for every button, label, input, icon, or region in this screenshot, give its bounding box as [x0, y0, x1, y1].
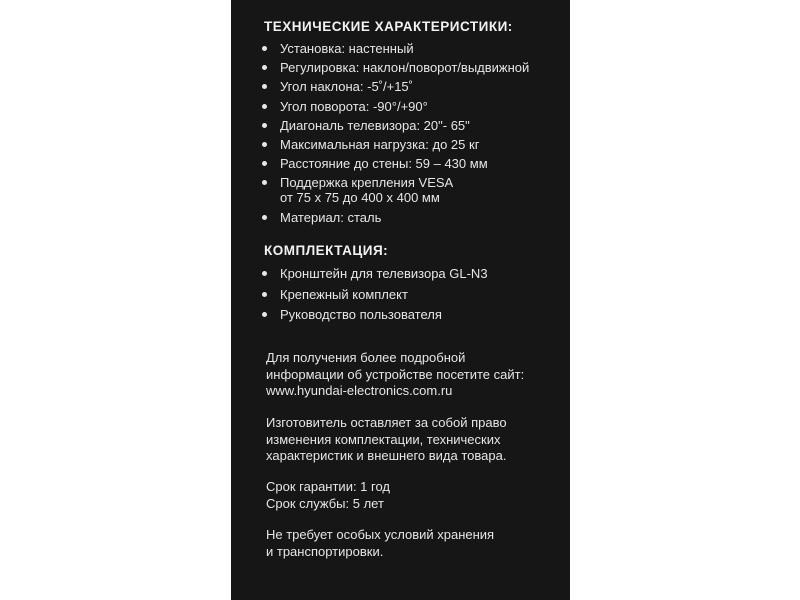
spec-item-swivel: Угол поворота: -90°/+90° — [260, 99, 529, 114]
website-link: www.hyundai-electronics.com.ru — [266, 383, 453, 398]
manufacturer-line-1: Изготовитель оставляет за собой право — [266, 415, 507, 430]
spec-item-mounting: Установка: настенный — [260, 41, 529, 56]
spec-item-material: Материал: сталь — [260, 210, 529, 225]
kit-item-hardware: Крепежный комплект — [260, 287, 488, 302]
manufacturer-line-3: характеристик и внешнего вида товара. — [266, 448, 507, 463]
spec-item-vesa-line-2: от 75 x 75 до 400 x 400 мм — [280, 190, 440, 206]
spec-item-max-load: Максимальная нагрузка: до 25 кг — [260, 137, 529, 152]
spec-item-adjustment: Регулировка: наклон/поворот/выдвижной — [260, 60, 529, 75]
service-life: Срок службы: 5 лет — [266, 495, 384, 511]
kit-list — [260, 266, 488, 322]
terms-paragraph — [266, 479, 390, 512]
spec-item-diagonal: Диагональ телевизора: 20"- 65" — [260, 118, 529, 133]
specs-list — [260, 41, 529, 225]
kit-item-bracket: Кронштейн для телевизора GL-N3 — [260, 266, 488, 281]
info-line-2: информации об устройстве посетите сайт: — [266, 366, 525, 382]
info-line-1: Для получения более подробной — [266, 350, 466, 365]
warranty-term: Срок гарантии: 1 год — [266, 479, 391, 494]
manufacturer-line-2: изменения комплектации, технических — [266, 431, 501, 447]
info-paragraph — [266, 350, 524, 400]
kit-heading: КОМПЛЕКТАЦИЯ: — [264, 243, 389, 258]
spec-item-vesa-line-1: Поддержка крепления VESA — [280, 175, 454, 191]
spec-item-vesa — [260, 175, 529, 205]
storage-line-1: Не требует особых условий хранения — [266, 527, 495, 542]
storage-note — [266, 527, 494, 560]
storage-line-2: и транспортировки. — [266, 543, 384, 559]
kit-item-manual: Руководство пользователя — [260, 307, 488, 322]
spec-item-tilt: Угол наклона: -5˚/+15˚ — [260, 79, 529, 94]
manufacturer-note — [266, 415, 507, 465]
spec-sheet-panel — [231, 0, 570, 600]
spec-item-wall-distance: Расстояние до стены: 59 – 430 мм — [260, 156, 529, 171]
specs-heading: ТЕХНИЧЕСКИЕ ХАРАКТЕРИСТИКИ: — [264, 19, 513, 34]
